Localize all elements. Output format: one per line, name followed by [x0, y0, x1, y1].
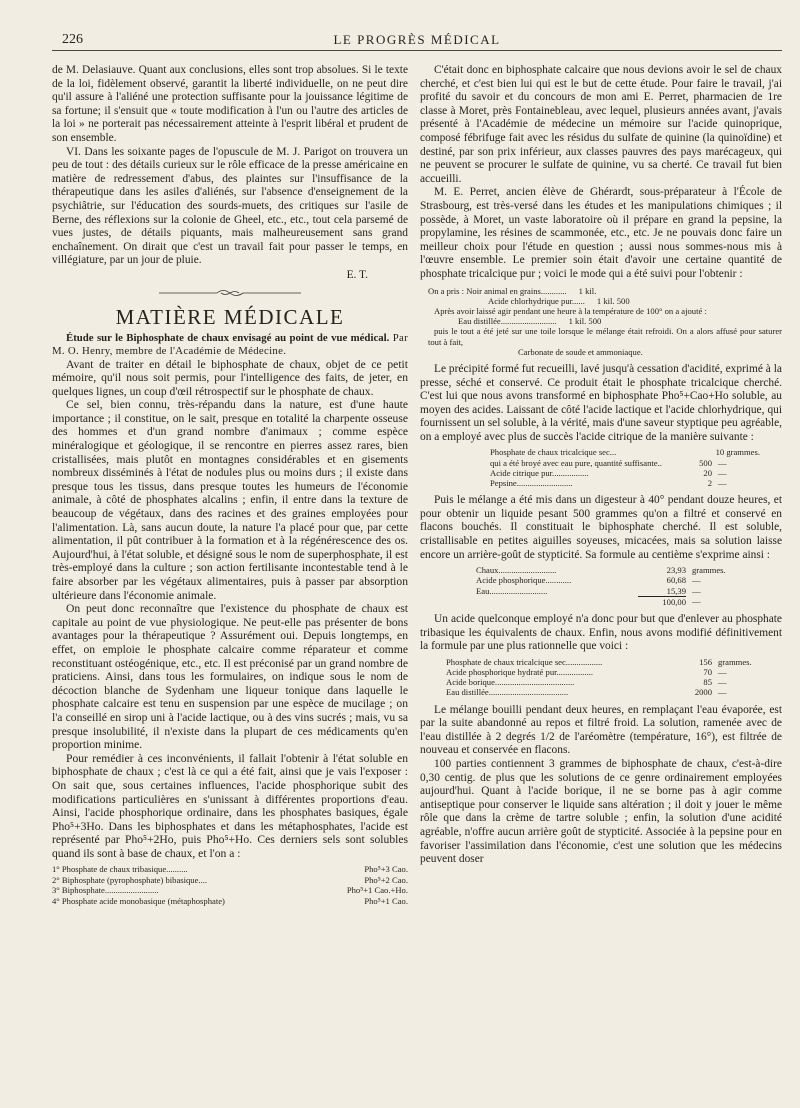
- table-unit: —: [692, 595, 701, 606]
- right-column: [420, 64, 782, 867]
- table-unit: —: [718, 677, 727, 688]
- table-row: [446, 667, 782, 677]
- table-value: 2000: [694, 687, 712, 698]
- table-unit: —: [692, 585, 701, 596]
- procedure-line: Carbonate de soude et ammoniaque.: [518, 346, 643, 357]
- table-row: [446, 687, 782, 697]
- table-row: [490, 468, 782, 478]
- formula-list: [52, 864, 408, 906]
- paragraph: Le mélange bouilli pendant deux heures, en remplaçant l'eau évaporée, est par la suite abandonné au repos et filtré froid. La solution, ramenée avec de l'eau distillée à 2 degrés 1/2 de l'aréomètre (température, 16°), est filtrée de nouveau et conservée en flacons.: [420, 703, 782, 757]
- formula-value: Pho⁵+1 Cao.+Ho.: [346, 885, 408, 896]
- procedure-line: [428, 316, 782, 326]
- table-total-value: 100,00: [638, 596, 686, 607]
- table-row: [476, 586, 782, 596]
- table-unit: —: [718, 467, 727, 478]
- table-row: [476, 565, 782, 575]
- paragraph: Avant de traiter en détail le biphosphate de chaux, objet de ce petit mémoire, qu'il nous soit permis, pour l'intelligence des faits, de jeter, en quelques lignes, un coup d'œil rétrospectif sur le phosphate de chaux.: [52, 357, 408, 398]
- procedure-note: puis le tout a été jeté sur une toile lorsque le mélange était refroidi. On a alors affusé pour saturer tout à fait,: [428, 326, 782, 347]
- article-title: Étude sur le Biphosphate de chaux envisagé au point de vue médical.: [66, 331, 390, 344]
- formula-label: 1° Phosphate de chaux tribasique..........: [52, 864, 188, 875]
- table-label: qui a été broyé avec eau pure, quantité suffisante..: [490, 457, 662, 468]
- table-value: 500: [699, 457, 712, 468]
- section-title: MATIÈRE MÉDICALE: [115, 304, 345, 329]
- table-label: Phosphate de chaux tricalcique sec.................: [446, 656, 603, 667]
- page-header: [52, 28, 782, 51]
- procedure-value: 1 kil. 500: [568, 316, 602, 327]
- table-unit: grammes.: [718, 656, 752, 667]
- table-label: Acide phosphorique............: [476, 575, 572, 586]
- table-label: Eau...........................: [476, 585, 548, 596]
- article-heading: [52, 332, 408, 358]
- formula-value: Pho⁵+3 Cao.: [364, 864, 408, 875]
- table-row: [476, 575, 782, 585]
- procedure-note: Après avoir laissé agir pendant une heure à la température de 100° on a ajouté :: [434, 305, 707, 316]
- formula-label: 3° Biphosphate.........................: [52, 885, 159, 896]
- table-value: 70: [703, 667, 712, 678]
- formula-row: [52, 875, 408, 886]
- table-label: Eau distillée.....................................: [446, 687, 569, 698]
- recipe-table-1: [420, 447, 782, 488]
- paragraph: On peut donc reconnaître que l'existence du phosphate de chaux est capitale au point de vue physiologique. Ne peut-elle pas présenter de bons avantages pour la thérapeutique ? Assurément oui. Depuis longtemps, en effet, on emploie le phosphate calcaire comme réparateur et comme reconstituant ostéogénique, etc., etc. Il est préconisé par un grand nombre de praticiens. Ainsi, dans tous les formulaires, on indique sous le nom de décoction blanche de Sydenham une liqueur tonique dans laquelle le phosphate calcaire est tenu en suspension par une espèce de mucilage ; on l'a conseillé en sirop uni à l'acide lactique, ou à des vins sucrés ; mais, vu sa presque insolubilité, il n'existe dans la plupart de ces médicaments qu'en proportion minime.: [52, 602, 408, 752]
- final-formula-table: [420, 657, 782, 698]
- paragraph: Un acide quelconque employé n'a donc pour but que d'enlever au phosphate tribasique les équivalents de chaux. Enfin, nous avons modifié définitivement la formule par une plus rationnelle que voici :: [420, 613, 782, 653]
- table-label: Acide phosphorique hydraté pur.................: [446, 667, 594, 678]
- formula-row: [52, 864, 408, 875]
- article-author: Par M. O. Henry, membre de l'Académie de Médecine.: [52, 331, 408, 357]
- formula-label: 2° Biphosphate (pyrophosphate) bibasique....: [52, 874, 207, 885]
- table-unit: —: [692, 575, 701, 586]
- table-row: [490, 447, 782, 457]
- paragraph: Pour remédier à ces inconvénients, il fallait l'obtenir à l'état soluble en biphosphate de chaux ; c'est là ce qui a été fait, ainsi que je vais l'exposer : On sait que, sous certaines influences, l'acide phosphorique subit des modifications particulières en s'unissant à différentes proportions d'eau. Ainsi, l'acide phosphorique ordinaire, dans les phosphates basiques, égale Pho⁵+3Ho. Dans les biphosphates et dans les métaphosphates, l'acide est représenté par Pho⁵+2Ho, puis Pho⁵+Ho. Ces derniers sels sont solubles quand ils sont à base de chaux, et l'on a :: [52, 751, 408, 860]
- table-value: 23,93: [666, 565, 686, 576]
- table-unit: —: [718, 478, 727, 489]
- table-value: 156: [699, 656, 712, 667]
- table-value: 2: [707, 478, 712, 489]
- table-value: 60,68: [666, 575, 686, 586]
- formula-value: Pho⁵+2 Cao.: [364, 874, 408, 885]
- table-row: [490, 478, 782, 488]
- table-total-row: [476, 596, 782, 607]
- left-column: [52, 64, 408, 912]
- table-value: 20: [703, 467, 712, 478]
- procedure-label: On a pris : Noir animal en grains............: [428, 285, 567, 296]
- table-row: [446, 657, 782, 667]
- paragraph: M. E. Perret, ancien élève de Ghérardt, sous-préparateur à l'École de Strasbourg, est très-versé dans les études et les manipulations chimiques ; il possède, à Moret, un vaste laboratoire où il prépare en grand la pepsine, la propylamine, les résines de scammonée, etc., etc. Je ne pouvais donc faire un meilleur choix pour l'étude en question ; aussi nous sommes-nous mis à l'œuvre ensemble. Le premier soin était d'avoir une certaine quantité de phosphate tricalcique pur ; voici le mode qui a été suivi pour l'obtenir :: [420, 186, 782, 280]
- table-unit: grammes.: [692, 565, 726, 576]
- procedure-value: 1 kil. 500: [596, 295, 630, 306]
- table-label: Pepsine..........................: [490, 478, 573, 489]
- procedure-value: 1 kil.: [578, 285, 597, 296]
- procedure-label: Eau distillée..........................: [458, 316, 557, 327]
- ornamental-rule: [52, 288, 408, 300]
- paragraph: Puis le mélange a été mis dans un digesteur à 40° pendant douze heures, et pour obtenir un liquide pesant 500 grammes qu'on a filtré et conservé en flacons bouchés. Il constituait le biphosphate cherché. Il est soluble, cristallisable en petites aiguilles soyeuses, micacées, mais sa solution laisse encore un arrière-goût de stypticité. Sa formule au centième s'exprime ainsi :: [420, 494, 782, 561]
- paragraph: C'était donc en biphosphate calcaire que nous devions avoir le sel de chaux cherché, et c'est bien lui qui est le but de cette étude. Pour faire le travail, j'ai profité du savoir et du concours de mon ami E. Perret, pharmacien de 1re classe à Moret, près Fontainebleau, avec lequel, plusieurs années avant, j'avais présenté à l'Académie de médecine un mémoire sur l'acide quinoprique, composé fébrifuge fait avec les résidus du sulfate de quinine (la quinoïdine) et destiné, par son prix inférieur, aux classes pauvres des pays marécageux, qui ne peuvent se procurer le sulfate de quinine, vu sa cherté. Ce travail fut bien accueilli.: [420, 64, 782, 185]
- table-label: Chaux...........................: [476, 565, 557, 576]
- table-unit: —: [718, 687, 727, 698]
- formula-row: [52, 885, 408, 896]
- paragraph: 100 parties contiennent 3 grammes de biphosphate de chaux, c'est-à-dire 0,30 centig. de plus que les solutions de ce genre ordinairement employées aujourd'hui. Quant à l'acide borique, il ne se borne pas à agir comme antiseptique pour conserver le liquide sans altération ; il doit y jouer le même rôle que dans la crème de tartre soluble ; enfin, la solution d'une acidité agréable, n'offre aucun arrière goût de stypticité. Associée à la pepsine pour en favoriser l'assimilation dans l'économie, c'est une solution que les médecins peuvent doser: [420, 758, 782, 866]
- journal-title: LE PROGRÈS MÉDICAL: [333, 32, 501, 47]
- procedure-line: [428, 296, 782, 306]
- article-body: [52, 358, 408, 861]
- formula-row: [52, 896, 408, 907]
- paragraph: Le précipité formé fut recueilli, lavé jusqu'à cessation d'acidité, exprimé à la presse, séché et conservé. Ce produit était le phosphate tricalcique cherché. C'est lui que nous avons transformé en biphosphate Pho⁵+Cao+Ho soluble, au moyen des acides. Laissant de côté l'acide lactique et l'acide chlorhydrique, qui fournissent un sel soluble, à la vérité, mais d'une saveur styptique peu agréable, on a employé avec plus de succès l'acide citrique de la manière suivante :: [420, 362, 782, 443]
- table-value: 10 grammes.: [715, 447, 760, 458]
- procedure-label: Acide chlorhydrique pur......: [488, 295, 585, 306]
- table-row: [446, 677, 782, 687]
- preparation-procedure: [428, 286, 782, 357]
- table-label: Acide borique.....................................: [446, 677, 575, 688]
- paragraph: VI. Dans les soixante pages de l'opuscule de M. J. Parigot on trouvera un peu de tout : des détails curieux sur le rôle efficace de la presse américaine en matière de redressement d'abus, des plaintes sur l'insuffisance de la thérapeutique dans les asiles d'aliénés, sur l'absence d'enseignement de la psychiâtrie, sur l'éducation des sourds-muets, des critiques sur l'asile de Berne, des réflexions sur la colonie de Gheel, etc., etc., tout cela parsemé de vues justes, de détails piquants, mais malheureusement sans grand enchaînement. On dirait que c'est un travail fait pour passer le temps, en villégiature, par un jour de pluie.: [52, 145, 408, 267]
- formula-table: [420, 565, 782, 607]
- table-label: Phosphate de chaux tricalcique sec...: [490, 447, 617, 458]
- table-label: Acide citrique pur.................: [490, 467, 589, 478]
- paragraph: de M. Delasiauve. Quant aux conclusions, elles sont trop absolues. Si le texte de la loi, fidèlement observé, garantit la liberté individuelle, on ne peut dire qu'il assure à l'aliéné une protection suffisante pour la jouissance légitime de sa fortune; il s'ensuit que « toute modification à l'un ou l'autre des articles de la loi » ne porterait pas nécessairement atteinte à l'esprit libéral et prudent de son ensemble.: [52, 64, 408, 144]
- signature: E. T.: [346, 268, 368, 281]
- table-unit: —: [718, 457, 727, 468]
- ornament-divider-icon: [155, 288, 305, 298]
- table-row: [490, 458, 782, 468]
- table-value: 85: [703, 677, 712, 688]
- formula-label: 4° Phosphate acide monobasique (métaphosphate): [52, 895, 225, 906]
- table-value: 15,39: [666, 585, 686, 596]
- formula-value: Pho⁵+1 Cao.: [364, 895, 408, 906]
- table-unit: —: [718, 667, 727, 678]
- page-number: 226: [62, 32, 83, 47]
- procedure-line: [428, 286, 782, 296]
- paragraph: Ce sel, bien connu, très-répandu dans la nature, est d'une haute importance ; il constitue, on le sait, presque en totalité la charpente osseuse des hommes et d'un grand nombre d'animaux ; comme espèce minéralogique et géologique, il se rencontre en pierres assez rares, bien cristallisées, mais plutôt en montagnes considérables et en gisements nombreux disséminés à l'état de nodules plus ou moins durs ; il existe dans presque tous les tissus, dans presque toutes les humeurs de l'économie animale, à côté de phosphates alcalins ; enfin, il entre dans la texture de beaucoup de végétaux, dans des racines et des graines employées pour l'alimentation. Là, sans aucun doute, la nature l'a placé pour que, par cette alimentation, il pût contribuer à la formation et à la régénérescence des os. Aujourd'hui, à l'état soluble, et désigné sous le nom de superphosphate, il est très-employé dans la culture ; son action fertilisante incontestable tend à le faire absorber par les végétaux alimentaires, puis à passer par absorption ultérieure dans l'économie animale.: [52, 398, 408, 602]
